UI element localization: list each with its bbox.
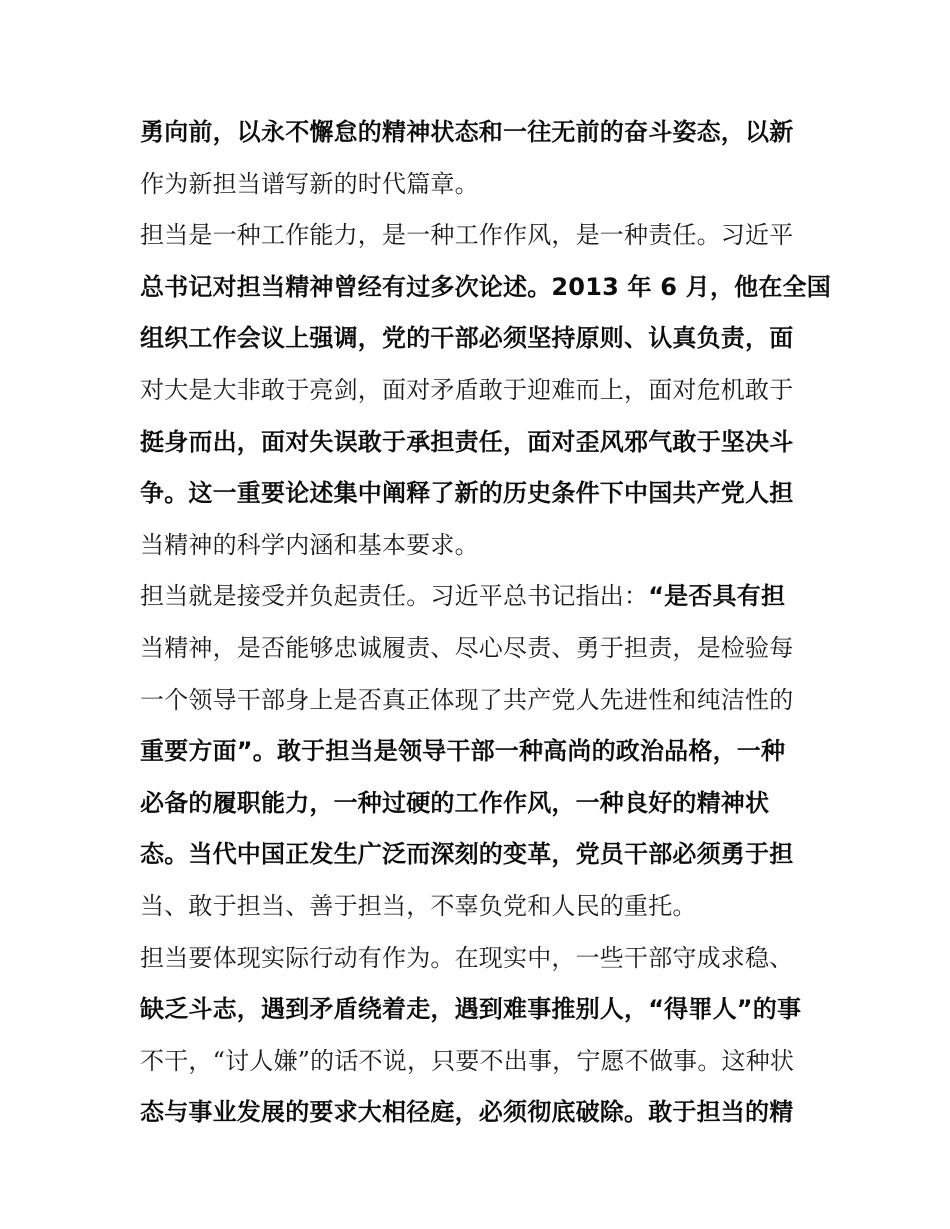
- body-text: [140, 107, 831, 1139]
- text-line: 当精神的科学内涵和基本要求。: [140, 530, 479, 559]
- text-line: 态与事业发展的要求大相径庭，必须彻底破除。敢于担当的精: [140, 1098, 794, 1127]
- text-line: 对大是大非敢于亮剑，面对矛盾敢于迎难而上，面对危机敢于: [140, 375, 794, 404]
- text-segment: “是否具有担: [648, 582, 786, 611]
- text-line: 必备的履职能力，一种过硬的工作作风，一种良好的精神状: [140, 788, 770, 817]
- text-line: 总书记对担当精神曾经有过多次论述。2013 年 6 月，他在全国: [140, 272, 831, 301]
- text-line: 当、敢于担当、善于担当，不辜负党和人民的重托。: [140, 891, 697, 920]
- text-line: 组织工作会议上强调，党的干部必须坚持原则、认真负责，面: [140, 324, 794, 353]
- paragraph-start-line: [140, 571, 820, 623]
- text-line: 态。当代中国正发生广泛而深刻的变革，党员干部必须勇于担: [140, 840, 794, 869]
- paragraph-start-line: 担当要体现实际行动有作为。在现实中，一些干部守成求稳、: [140, 943, 794, 972]
- text-segment: 担当就是接受并负起责任。习近平总书记指出：: [140, 582, 649, 611]
- text-line: 作为新担当谱写新的时代篇章。: [140, 169, 479, 198]
- paragraph-start-line: 担当是一种工作能力，是一种工作作风，是一种责任。习近平: [140, 221, 794, 250]
- text-line: 一个领导干部身上是否真正体现了共产党人先进性和纯洁性的: [140, 685, 794, 714]
- text-line: 重要方面”。敢于担当是领导干部一种高尚的政治品格，一种: [140, 737, 786, 766]
- text-line: 争。这一重要论述集中阐释了新的历史条件下中国共产党人担: [140, 479, 794, 508]
- text-line: 挺身而出，面对失误敢于承担责任，面对歪风邪气敢于坚决斗: [140, 427, 794, 456]
- text-line: 缺乏斗志，遇到矛盾绕着走，遇到难事推别人，“得罪人”的事: [140, 995, 802, 1024]
- text-line: 当精神，是否能够忠诚履责、尽心尽责、勇于担责，是检验每: [140, 633, 794, 662]
- text-line: 勇向前，以永不懈怠的精神状态和一往无前的奋斗姿态，以新: [140, 118, 794, 146]
- text-line: 不干，“讨人嫌”的话不说，只要不出事，宁愿不做事。这种状: [140, 1046, 795, 1075]
